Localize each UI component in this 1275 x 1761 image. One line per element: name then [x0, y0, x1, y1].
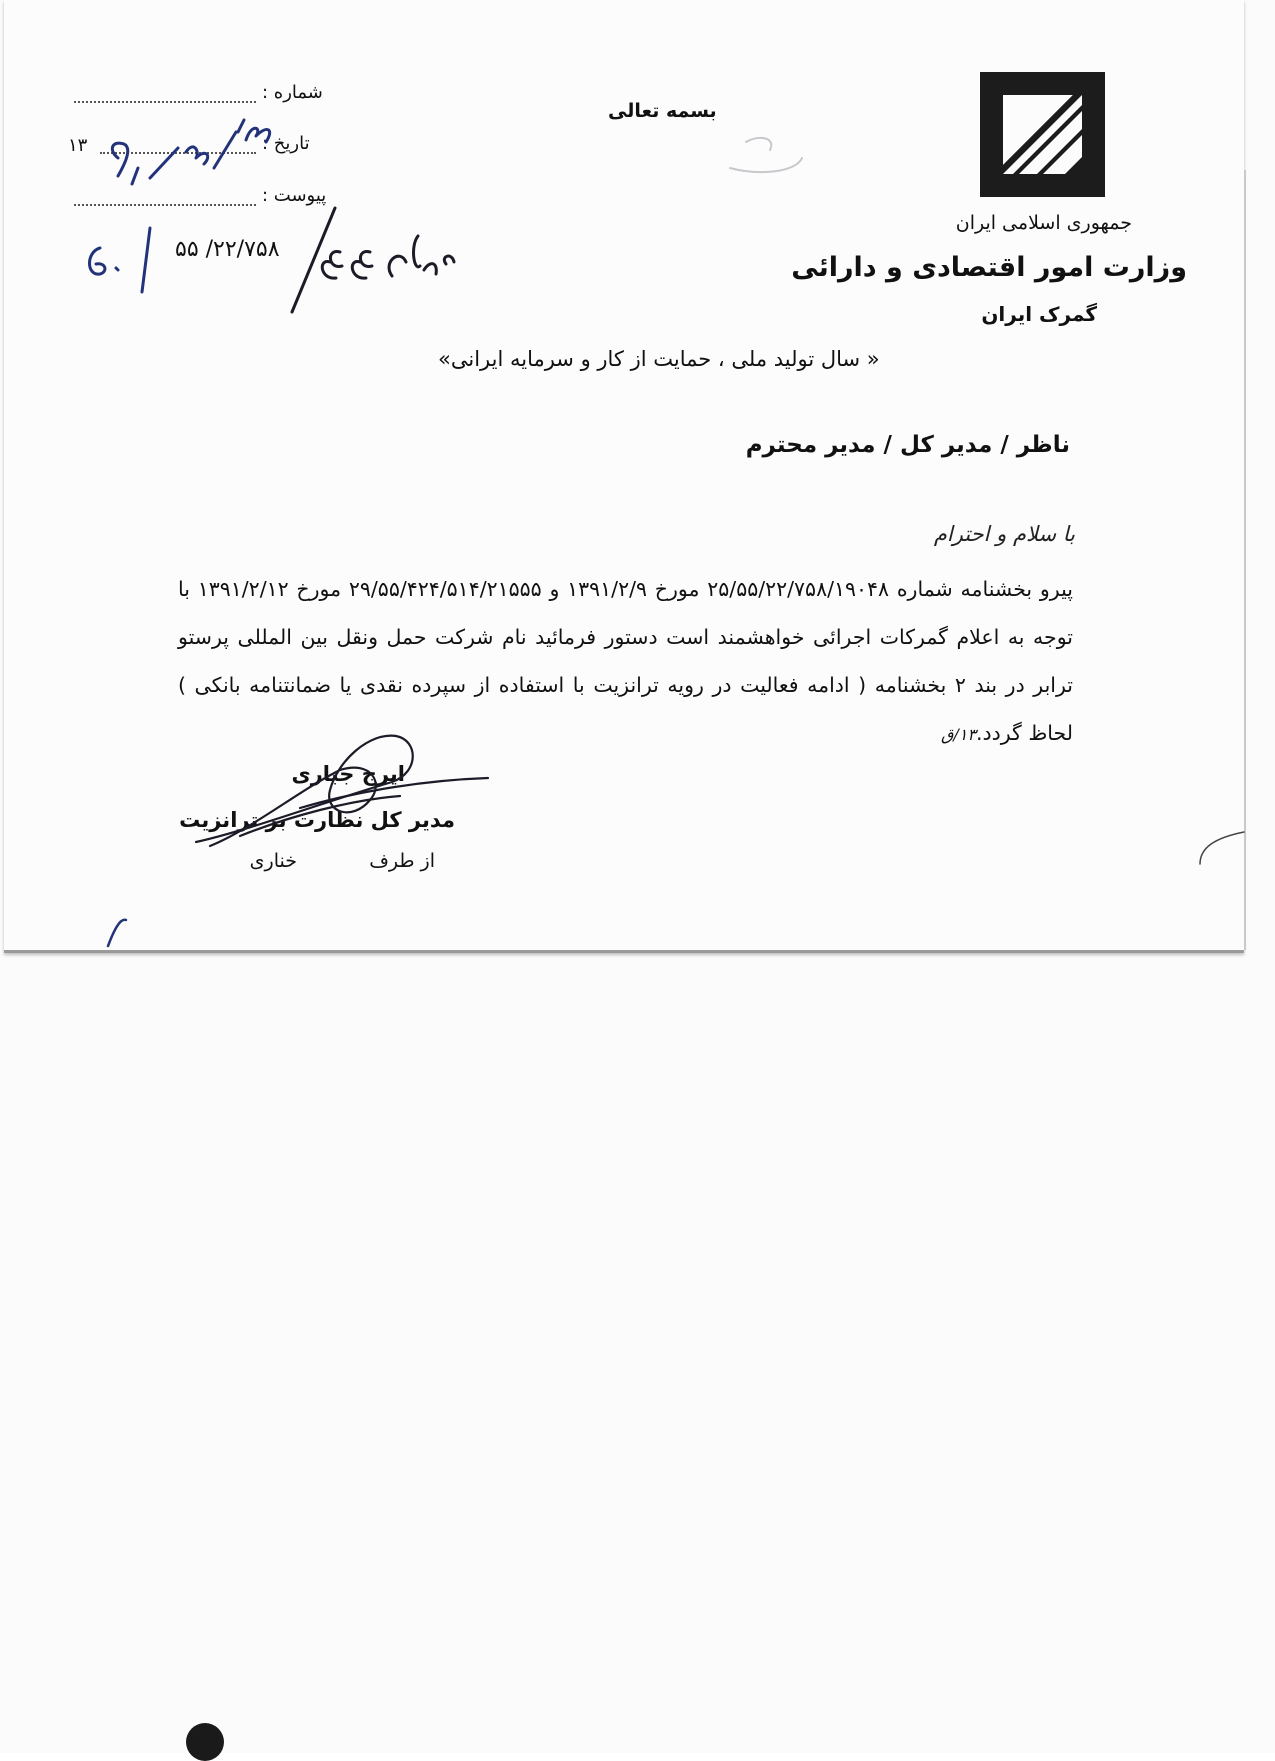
- attachment-dotted-line: [74, 204, 256, 206]
- printed-reference-number: ۵۵ /۲۲/۷۵۸: [175, 237, 280, 262]
- addressee-line: ناظر / مدیر کل / مدیر محترم: [745, 432, 1070, 458]
- number-dotted-line: [74, 101, 256, 103]
- paper-edge: [1244, 170, 1246, 950]
- date-dotted-line: [100, 152, 256, 154]
- body-text: پیرو بخشنامه شماره ۲۵/۵۵/۲۲/۷۵۸/۱۹۰۴۸ مورخ ۱۳۹۱/۲/۹ و ۲۹/۵۵/۴۲۴/۵۱۴/۲۱۵۵۵ مورخ ۱۳۹۱/۲/۱۲ با توجه به اعلام گمرکات اجرائی خواهشمند است دستور فرمائید نام شرکت حمل ونقل بین المللی پرستو ترابر در بند ۲ بخشنامه ( ادامه فعالیت در رویه ترانزیت با استفاده از سپرده نقدی یا ضمانتنامه بانکی ) لحاظ گردد.: [178, 577, 1074, 745]
- letter-body: [178, 565, 1073, 759]
- number-label: شماره :: [262, 82, 323, 103]
- customs-emblem-icon: [980, 72, 1105, 197]
- date-century-prefix: ۱۳: [68, 135, 88, 156]
- handwritten-code: ۱۳/ق: [940, 725, 976, 744]
- date-label: تاریخ :: [262, 133, 310, 154]
- punch-hole: [186, 1723, 224, 1761]
- organization-name: گمرک ایران: [981, 302, 1097, 326]
- signatory-title: مدیر کل نظارت بر ترانزیت: [179, 808, 455, 832]
- year-slogan: « سال تولید ملی ، حمایت از کار و سرمایه ایرانی»: [438, 347, 880, 371]
- handwritten-greeting: با سلام و احترام: [933, 522, 1075, 546]
- on-behalf-text: از طرف: [369, 850, 435, 872]
- basmala-heading: بسمه تعالی: [608, 100, 717, 122]
- ministry-name: وزارت امور اقتصادی و دارائی: [791, 252, 1187, 283]
- signatory-name: ایرج جباری: [291, 762, 405, 786]
- republic-name: جمهوری اسلامی ایران: [955, 212, 1132, 234]
- signer-name: خناری: [249, 850, 297, 872]
- attachment-label: پیوست :: [262, 185, 327, 206]
